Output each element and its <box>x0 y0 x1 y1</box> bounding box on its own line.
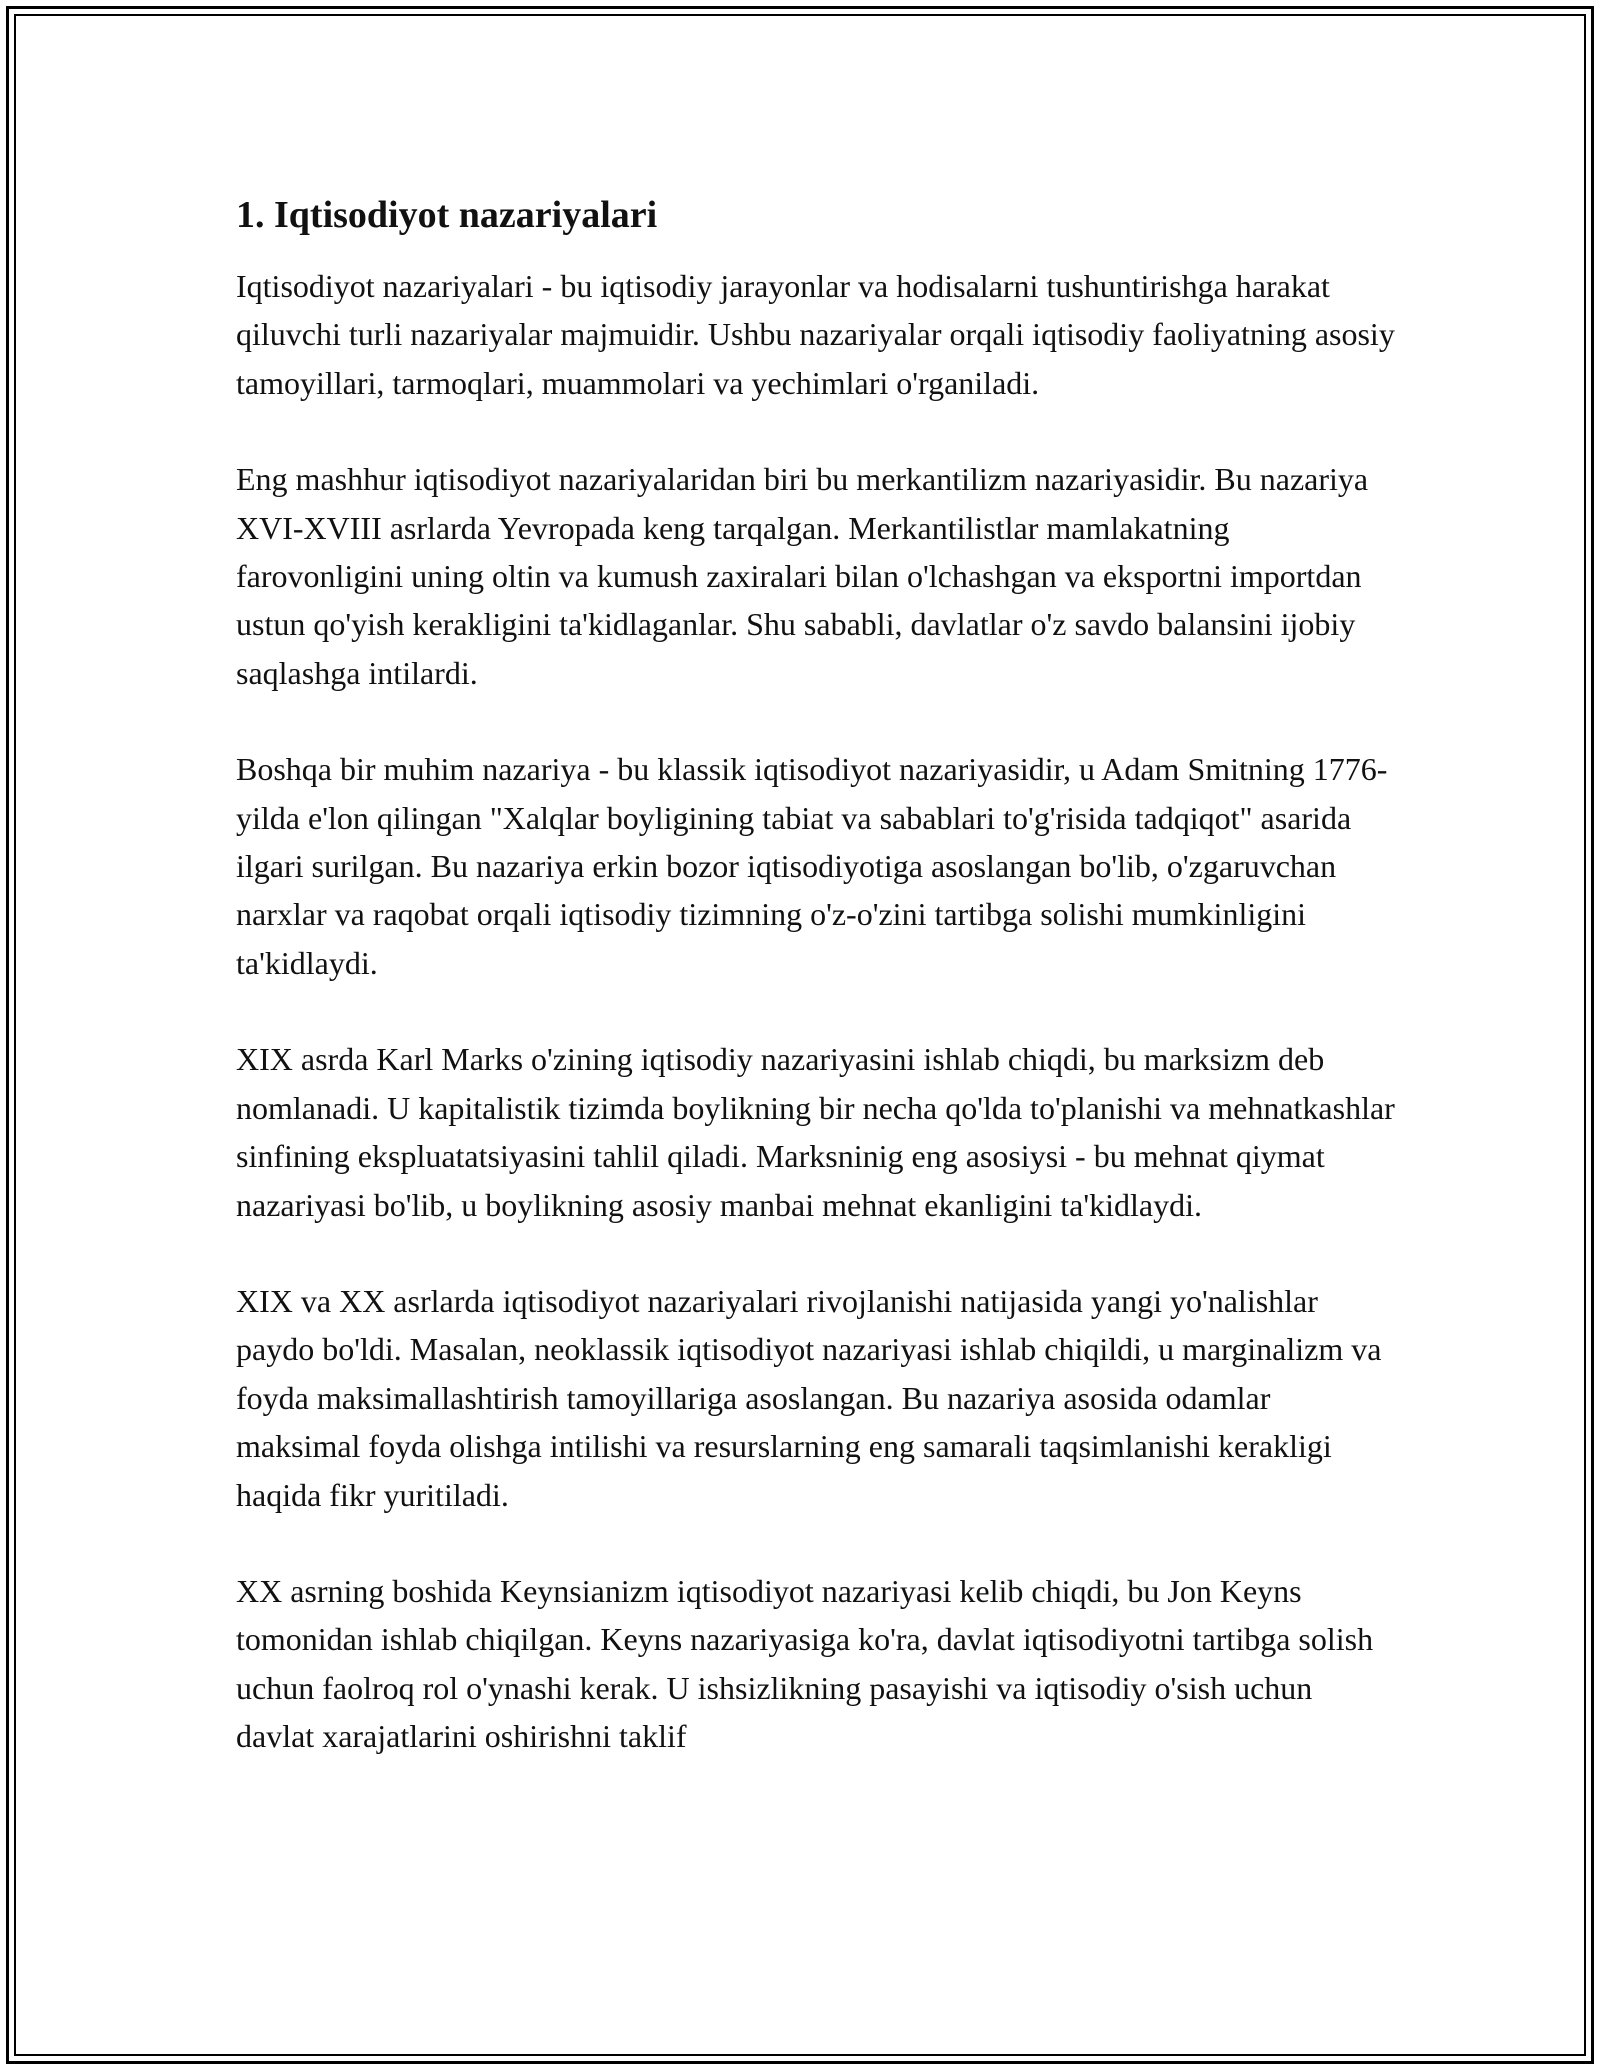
paragraph-marxism: XIX asrda Karl Marks o'zining iqtisodiy nazariyasini ishlab chiqdi, bu marksizm deb nomlanadi. U kapitalistik tizimda boylikning bir necha qo'lda to'planishi va mehnatkashlar sinfining ekspluatatsiyasini tahlil qiladi. Marksninig eng asosiysi - bu mehnat qiymat nazariyasi bo'lib, u boylikning asosiy manbai mehnat ekanligini ta'kidlaydi. <box>236 1041 1395 1223</box>
paragraph-intro: Iqtisodiyot nazariyalari - bu iqtisodiy jarayonlar va hodisalarni tushuntirishga harakat qiluvchi turli nazariyalar majmuidir. Ushbu nazariyalar orqali iqtisodiy faoliyatning asosiy tamoyillari, tarmoqlari, muammolari va yechimlari o'rganiladi. <box>236 268 1395 401</box>
document-body <box>236 188 1396 1809</box>
paragraph-mercantilism: Eng mashhur iqtisodiyot nazariyalaridan biri bu merkantilizm nazariyasidir. Bu nazariya XVI-XVIII asrlarda Yevropada keng tarqalgan. Merkantilistlar mamlakatning farovonligini uning oltin va kumush zaxiralari bilan o'lchashgan va eksportni importdan ustun qo'yish kerakligini ta'kidlaganlar. Shu sababli, davlatlar o'z savdo balansini ijobiy saqlashga intilardi. <box>236 461 1369 691</box>
paragraph-keynesianism: XX asrning boshida Keynsianizm iqtisodiyot nazariyasi kelib chiqdi, bu Jon Keyns tomonidan ishlab chiqilgan. Keyns nazariyasiga ko'ra, davlat iqtisodiyotni tartibga solish uchun faolroq rol o'ynashi kerak. U ishsizlikning pasayishi va iqtisodiy o'sish uchun davlat xarajatlarini oshirishni taklif <box>236 1572 1374 1755</box>
section-heading: 1. Iqtisodiyot nazariyalari <box>236 194 658 236</box>
paragraph-neoclassical: XIX va XX asrlarda iqtisodiyot nazariyalari rivojlanishi natijasida yangi yo'nalishlar paydo bo'ldi. Masalan, neoklassik iqtisodiyot nazariyasi ishlab chiqildi, u marginalizm va foyda maksimallashtirish tamoyillariga asoslangan. Bu nazariya asosida odamlar maksimal foyda olishga intilishi va resurslarning eng samarali taqsimlanishi kerakligi haqida fikr yuritiladi. <box>236 1282 1382 1513</box>
paragraph-classical: Boshqa bir muhim nazariya - bu klassik iqtisodiyot nazariyasidir, u Adam Smitning 1776-yilda e'lon qilingan "Xalqlar boyligining tabiat va sabablari to'g'risida tadqiqot" asarida ilgari surilgan. Bu nazariya erkin bozor iqtisodiyotiga asoslangan bo'lib, o'zgaruvchan narxlar va raqobat orqali iqtisodiy tizimning o'z-o'zini tartibga solishi mumkinligini ta'kidlaydi. <box>236 751 1388 981</box>
